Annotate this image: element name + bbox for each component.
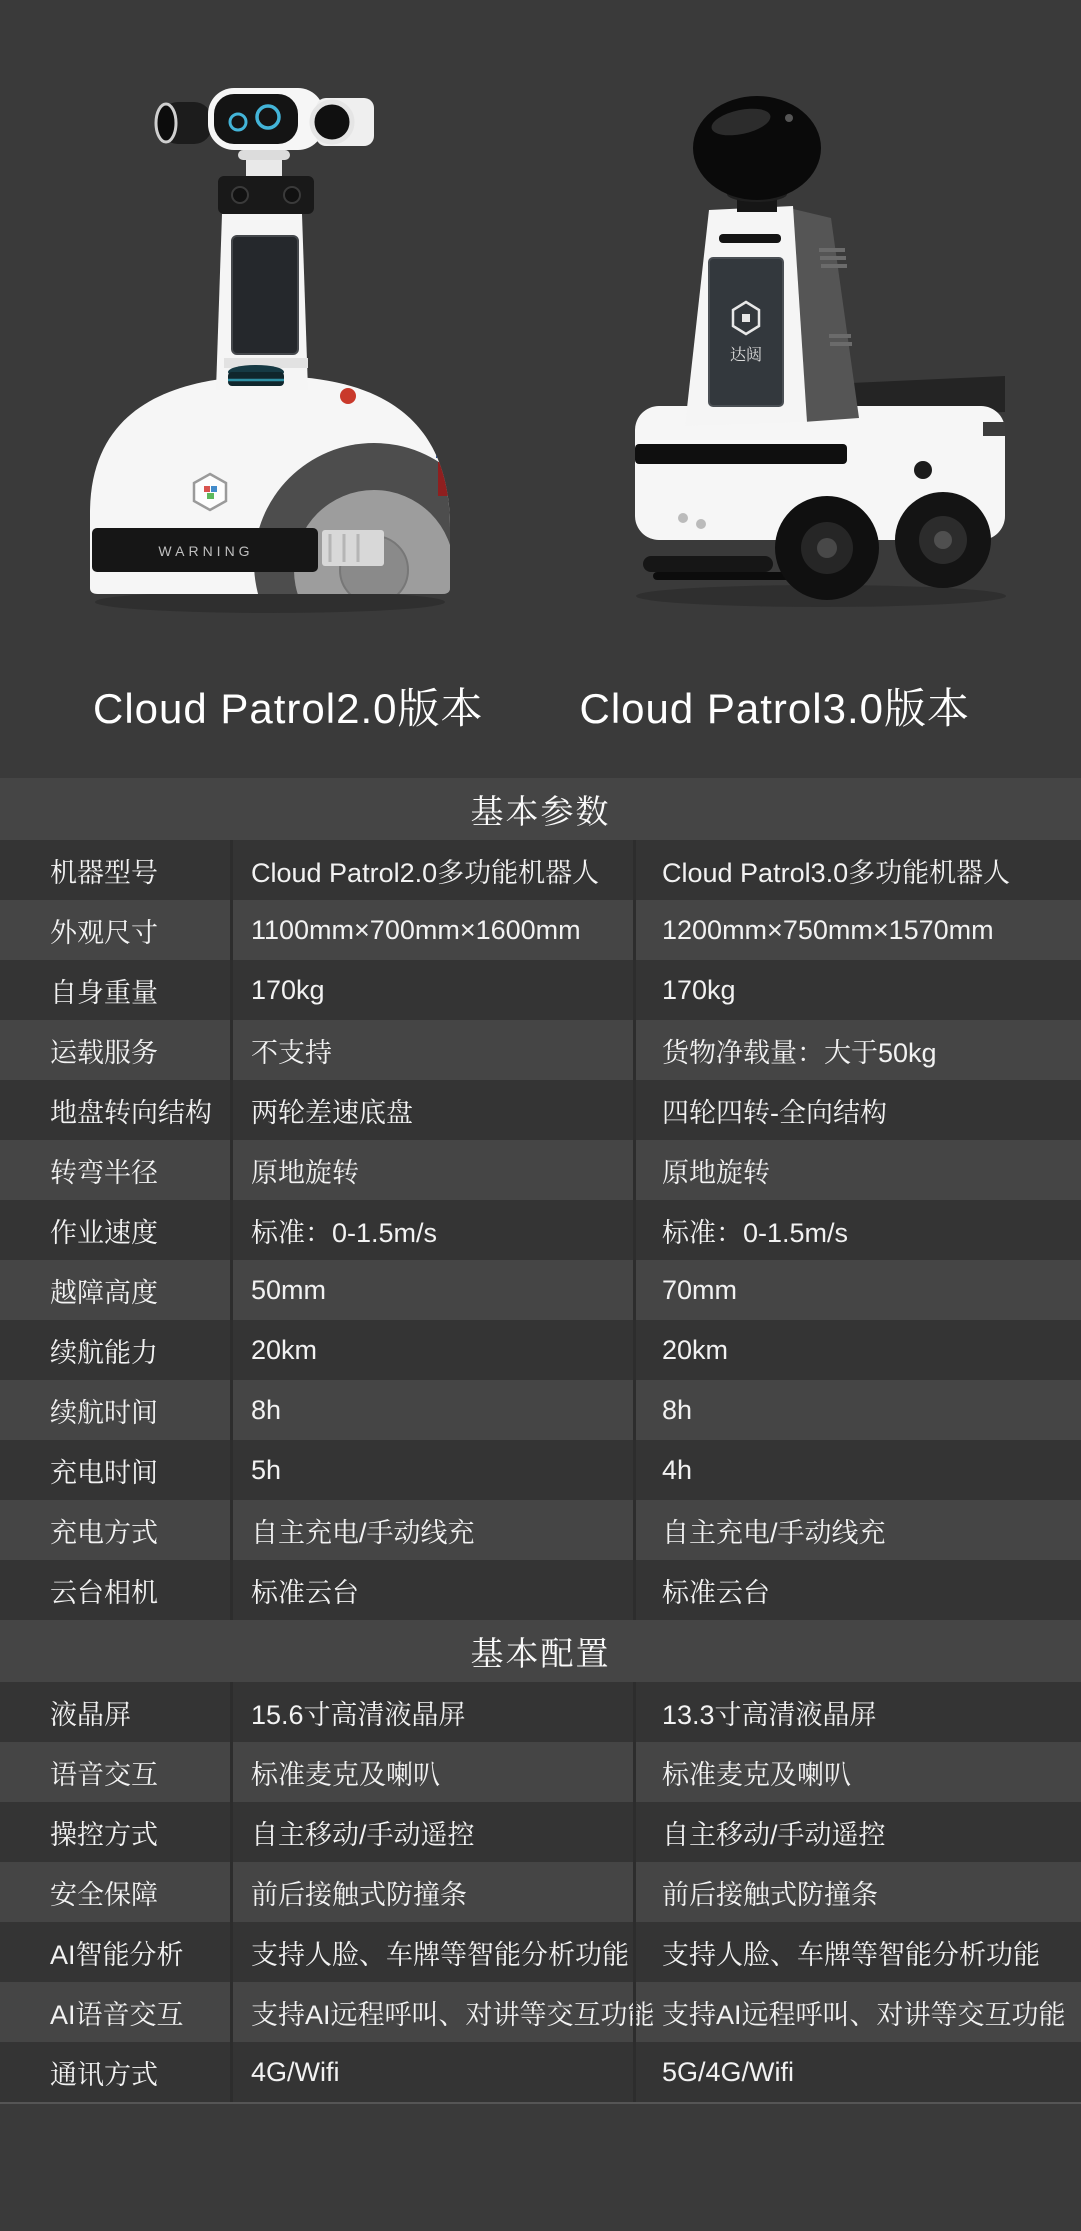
- spec-value-right: 支持人脸、车牌等智能分析功能: [633, 1922, 1081, 1982]
- spec-row: [0, 1742, 1081, 1802]
- product-cloud-patrol-3: [541, 0, 1081, 778]
- spec-label: 运载服务: [50, 1037, 158, 1068]
- sensor-ring: [218, 176, 314, 214]
- spec-label: 通讯方式: [50, 2059, 158, 2090]
- spec-label: 续航能力: [50, 1337, 158, 1368]
- spec-label: 机器型号: [50, 857, 158, 888]
- spec-value-left: 1100mm×700mm×1600mm: [230, 900, 633, 960]
- section-header: 基本参数: [0, 778, 1081, 840]
- spec-value-left: 15.6寸高清液晶屏: [230, 1682, 633, 1742]
- spec-label: 液晶屏: [50, 1699, 131, 1730]
- camera-slot: [719, 234, 781, 243]
- spec-value-right: 自主充电/手动线充: [633, 1500, 1081, 1560]
- headlight: [322, 530, 384, 566]
- spec-value-right: 标准麦克及喇叭: [633, 1742, 1081, 1802]
- robot-head: [693, 96, 821, 200]
- spec-value-right: 前后接触式防撞条: [633, 1862, 1081, 1922]
- rear-cap: [983, 422, 1005, 436]
- front-sensor: [678, 513, 688, 523]
- footer-space: [0, 2104, 1081, 2231]
- body-logo-icon: [194, 474, 226, 510]
- spec-value-left: 前后接触式防撞条: [230, 1862, 633, 1922]
- spec-label: 续航时间: [50, 1397, 158, 1428]
- spec-value-left: 50mm: [230, 1260, 633, 1320]
- spec-row: [0, 1500, 1081, 1560]
- spec-label: 地盘转向结构: [50, 1097, 212, 1128]
- spec-value-right: 支持AI远程呼叫、对讲等交互功能: [633, 1982, 1081, 2042]
- spec-row: [0, 2042, 1081, 2102]
- spec-row: [0, 1802, 1081, 1862]
- section-header: 基本配置: [0, 1620, 1081, 1682]
- spec-value-right: 四轮四转-全向结构: [633, 1080, 1081, 1140]
- spec-value-right: 标准云台: [633, 1560, 1081, 1620]
- spec-row: [0, 1020, 1081, 1080]
- spec-value-left: 170kg: [230, 960, 633, 1020]
- spec-value-right: 原地旋转: [633, 1140, 1081, 1200]
- cloud-patrol-3-robot-illustration: [591, 66, 1031, 611]
- robot-shadow: [95, 591, 445, 613]
- spec-label: 语音交互: [50, 1759, 158, 1790]
- spec-value-right: 70mm: [633, 1260, 1081, 1320]
- spec-value-left: 标准云台: [230, 1560, 633, 1620]
- spec-value-left: 两轮差速底盘: [230, 1080, 633, 1140]
- spec-value-right: 标准：0-1.5m/s: [633, 1200, 1081, 1260]
- emergency-button: [340, 388, 356, 404]
- pillar-screen: [232, 236, 298, 354]
- spec-row: [0, 1862, 1081, 1922]
- spec-value-left: 不支持: [230, 1020, 633, 1080]
- spec-value-left: 8h: [230, 1380, 633, 1440]
- side-port: [914, 461, 932, 479]
- spec-label: AI语音交互: [50, 1999, 184, 2030]
- product-cloud-patrol-2: [0, 0, 541, 778]
- product-title-cloud-patrol-3: Cloud Patrol3.0版本: [579, 685, 970, 732]
- spec-row: [0, 900, 1081, 960]
- spec-label: 转弯半径: [50, 1157, 158, 1188]
- spec-value-right: 8h: [633, 1380, 1081, 1440]
- spec-label: 自身重量: [50, 977, 158, 1008]
- warning-bumper-text: WARNING: [158, 543, 254, 559]
- spec-value-left: 原地旋转: [230, 1140, 633, 1200]
- spec-value-right: 货物净载量：大于50kg: [633, 1020, 1081, 1080]
- spec-row: [0, 1380, 1081, 1440]
- cloud-patrol-2-robot-illustration: [60, 58, 480, 618]
- ptz-camera-head: [156, 88, 374, 150]
- spec-row: [0, 1682, 1081, 1742]
- spec-value-left: 20km: [230, 1320, 633, 1380]
- spec-label: 越障高度: [50, 1277, 158, 1308]
- spec-row: [0, 1200, 1081, 1260]
- spec-value-left: 自主充电/手动线充: [230, 1500, 633, 1560]
- spec-row: [0, 1260, 1081, 1320]
- spec-value-left: 支持AI远程呼叫、对讲等交互功能: [230, 1982, 633, 2042]
- spec-value-right: 20km: [633, 1320, 1081, 1380]
- spec-label: 作业速度: [50, 1217, 158, 1248]
- spec-row: [0, 1560, 1081, 1620]
- cloud-patrol-2-photo: [60, 0, 480, 676]
- sensor-stripe: [635, 444, 847, 464]
- spec-value-left: 自主移动/手动遥控: [230, 1802, 633, 1862]
- front-skirt: [643, 556, 773, 572]
- spec-value-right: 13.3寸高清液晶屏: [633, 1682, 1081, 1742]
- camera-mount-top: [238, 150, 290, 160]
- spec-value-left: 4G/Wifi: [230, 2042, 633, 2102]
- spec-table: [0, 778, 1081, 2104]
- spec-value-left: Cloud Patrol2.0多功能机器人: [230, 840, 633, 900]
- spec-row: [0, 1982, 1081, 2042]
- spec-row: [0, 1320, 1081, 1380]
- spec-value-left: 标准：0-1.5m/s: [230, 1200, 633, 1260]
- spec-value-right: 170kg: [633, 960, 1081, 1020]
- spec-value-right: 自主移动/手动遥控: [633, 1802, 1081, 1862]
- spec-label: 云台相机: [50, 1577, 158, 1608]
- cloud-patrol-3-photo: [591, 0, 1031, 676]
- tower-screen: [709, 258, 783, 406]
- spec-row: [0, 960, 1081, 1020]
- spec-value-right: 5G/4G/Wifi: [633, 2042, 1081, 2102]
- spec-row: [0, 1922, 1081, 1982]
- spec-label: 外观尺寸: [50, 917, 158, 948]
- spec-label: 安全保障: [50, 1879, 158, 1910]
- spec-label: 操控方式: [50, 1819, 158, 1850]
- spec-label: 充电时间: [50, 1457, 158, 1488]
- spec-value-right: 1200mm×750mm×1570mm: [633, 900, 1081, 960]
- product-title-cloud-patrol-2: Cloud Patrol2.0版本: [92, 685, 484, 732]
- spec-label: AI智能分析: [50, 1939, 184, 1970]
- screen-logo-text: 达闼: [729, 346, 762, 364]
- camera-mount: [246, 158, 282, 176]
- spec-row: [0, 1440, 1081, 1500]
- spec-value-right: 4h: [633, 1440, 1081, 1500]
- spec-row: [0, 1080, 1081, 1140]
- spec-value-left: 5h: [230, 1440, 633, 1500]
- lidar-sensor: [228, 365, 284, 386]
- hero-section: [0, 0, 1081, 778]
- spec-value-left: 标准麦克及喇叭: [230, 1742, 633, 1802]
- spec-row: [0, 1140, 1081, 1200]
- spec-value-left: 支持人脸、车牌等智能分析功能: [230, 1922, 633, 1982]
- spec-value-right: Cloud Patrol3.0多功能机器人: [633, 840, 1081, 900]
- front-sensor: [696, 519, 706, 529]
- spec-label: 充电方式: [50, 1517, 158, 1548]
- spec-row: [0, 840, 1081, 900]
